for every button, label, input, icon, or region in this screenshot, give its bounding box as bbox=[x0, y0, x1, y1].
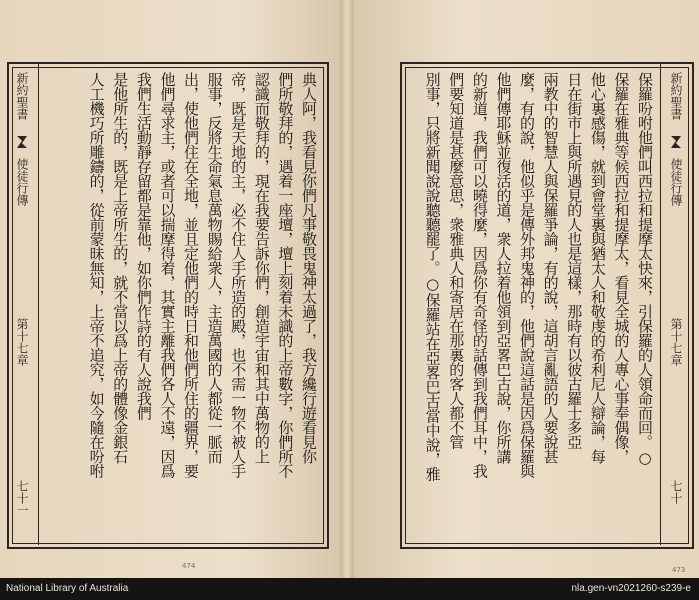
footer-credit: National Library of Australia bbox=[6, 583, 129, 594]
text-column: 他們傳耶穌並復活的道，衆人拉着他領到亞畧巴古說，你所講 bbox=[494, 72, 513, 464]
handwritten-page-number-right: 473 bbox=[672, 566, 686, 574]
left-chapter: 第十七章 bbox=[15, 318, 29, 366]
text-column: 們要知道是甚麼意思，衆雅典人和寄居在那裏的客人都不管 bbox=[447, 72, 466, 449]
text-column: 兩教中的智慧人與保羅爭論，有的說，這胡言亂語的人要說甚 bbox=[541, 72, 560, 464]
text-column: 保羅吩咐他們叫西拉和提摩太快來，引保羅的人領命而回。○ bbox=[636, 72, 654, 467]
right-book-name: 使徒行傳 bbox=[669, 158, 683, 206]
archive-footer-bar bbox=[0, 578, 699, 600]
left-margin-divider bbox=[38, 64, 39, 545]
text-column: 是他所生的，既是上帝所生的，就不當以爲上帝的體像金銀石 bbox=[111, 72, 130, 464]
text-column: 他心裏感傷，就到會堂裏與猶太人和敬虔的希利尼人辯論，每 bbox=[588, 72, 607, 464]
right-margin-divider bbox=[660, 64, 661, 545]
book-gutter bbox=[340, 0, 354, 578]
text-column: 別事，只將新聞說說聽聽罷了。○保羅站在亞畧巴古當中說，雅 bbox=[423, 72, 442, 481]
text-column: 的新道，我們可以曉得麼，因爲你有奇怪的話傳到我們耳中，我 bbox=[470, 72, 489, 478]
left-book-title: 新約聖書 bbox=[15, 72, 29, 120]
text-column: 認識而敬拜的，現在我要告訴你們，創造宇宙和其中萬物的上 bbox=[252, 72, 271, 464]
right-book-title: 新約聖書 bbox=[669, 72, 683, 120]
text-column: 日在街市上與所遇見的人也是這樣，那時有以彼古羅士多亞 bbox=[565, 72, 584, 449]
handwritten-page-number-left: 474 bbox=[182, 562, 196, 570]
text-column: 們所敬拜的，遇着一座壇，壇上刻着未識的上帝數字，你們所不 bbox=[276, 72, 295, 478]
right-chapter: 第十七章 bbox=[669, 318, 683, 366]
left-text-columns bbox=[42, 72, 320, 540]
text-column: 他們尋求主，或者可以揣摩得着，其實主離我們各人不遠，因爲 bbox=[158, 72, 177, 478]
text-column: 保羅在雅典等候西拉和提摩太，看見全城的人專心事奉偶像， bbox=[612, 72, 631, 464]
text-column: 典人阿，我看見你們凡事敬畏鬼神太過了，我方纔行遊看見你 bbox=[300, 72, 318, 464]
text-column: 出，使他們住在全地，並且定他們的時日和他們所住的疆界，要 bbox=[182, 72, 201, 478]
right-folio: 七十 bbox=[669, 480, 683, 504]
text-column: 我們生活動靜存留都是靠他，如你們作詩的有人說我們 bbox=[134, 72, 153, 420]
text-column: 服事，反將生命氣息萬物賜給衆人，主造萬國的人都從一脈而 bbox=[205, 72, 224, 464]
text-column: 麼，有的說，他似乎是傳外邦鬼神的，他們說這話是因爲保羅與 bbox=[518, 72, 537, 478]
left-folio: 七十一 bbox=[15, 480, 29, 516]
left-book-name: 使徒行傳 bbox=[15, 158, 29, 206]
right-text-columns bbox=[406, 72, 656, 540]
footer-identifier: nla.gen-vn2021260-s239-e bbox=[571, 583, 691, 594]
text-column: 帝，既是天地的主，必不住人手所造的殿，也不需一物不被人手 bbox=[229, 72, 248, 478]
text-column: 人工機巧所雕鑄的，從前蒙昧無知，上帝不追究，如今隨在吩咐 bbox=[87, 72, 106, 478]
